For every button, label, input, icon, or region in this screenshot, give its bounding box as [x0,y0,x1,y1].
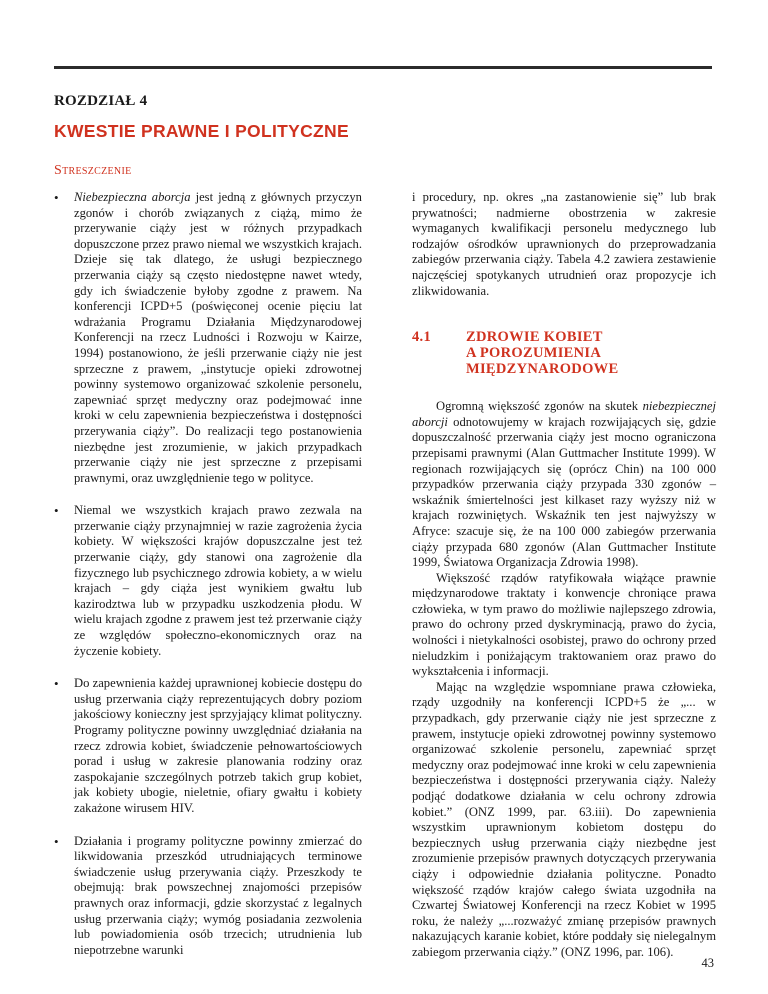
summary-heading: Streszczenie [54,163,132,178]
bullet-mark: • [54,503,59,519]
summary-bullet-2-text: Niemal we wszystkich krajach prawo zezwala na przerwanie ciąży przynajmniej w razie zagrożenia życia kobiety. W większości krajów dopuszczalne jest też przerwanie ciąży, gdy stanowi ona zagrożenie dla fizycznego lub psychicznego zdrowia kobiety, a w wielu krajach – gdy ciąża jest wynikiem gwałtu lub kazirodztwa lub w przypadku uszkodzenia płodu. W wielu krajach zgodne z prawem jest też przerwanie ciąży ze względów społeczno-ekonomicznych oraz na życzenie kobiety. [74,503,362,658]
summary-bullet-1-text [74,190,362,486]
section-paragraph-1 [412,399,716,571]
paragraph-1-start: Ogromną większość zgonów na skutek [436,399,643,414]
bullet-mark: • [54,833,59,849]
bullet-1-italic: Niebezpieczna aborcja [74,190,191,204]
section-paragraph-2: Większość rządów ratyfikowała wiążące prawnie międzynarodowe traktaty i konwencje chroniące prawa człowieka, w tym prawo do możliwie najlepszego zdrowia, prawo do ochrony przed dyskryminacją, prawo do życia, wolności i nietykalności osobistej, prawo do ochrony przed nieludzkim i poniżającym traktowaniem oraz prawo do wykształcenia i informacji. [412,570,716,679]
bullet-1-body: jest jedną z głównych przyczyn zgonów i chorób związanych z ciążą, mimo że przerywanie ciąży jest w różnych przypadkach dopuszczone przez prawo niemal we wszystkich krajach. Dzieje się tak dlatego, że usługi bezpiecznego przerwania ciąży są często niedostępne nawet wtedy, gdy ich świadczenie byłoby zgodne z prawem. Na konferencji ICPD+5 (poświęconej ocenie pięciu lat wdrażania Programu Działania Międzynarodowej Konferencji na rzecz Ludności i Rozwoju w Kairze, 1994) postanowiono, że jeśli przerwanie ciąży nie jest sprzeczne z prawem, „instytucje opieki zdrowotnej powinny systemowo organizować szkolenie personelu, zapewniać sprzęt medyczny oraz podejmować inne kroki w celu zapewnienia bezpieczeństwa i dostępności przerywania ciąży”. Do realizacji tego postanowienia niezbędne jest zrozumienie, w jakich przypadkach przerwanie ciąży nie jest sprzeczne z przepisami prawnymi, oraz uwzględnienie tego w polityce. [74,190,362,485]
bullet-mark: • [54,676,59,692]
chapter-label: ROZDZIAŁ 4 [54,93,148,109]
summary-bullet-3-text: Do zapewnienia każdej uprawnionej kobiecie dostępu do usług przerwania ciąży reprezentujących dobry poziom jakościowy konieczny jest sprzyjający klimat polityczny. Programy polityczne powinny uwzględniać działania na rzecz zdrowia kobiet, świadczenie pełnowartościowych porad i usług w zakresie planowania rodziny oraz zaspokajanie szczególnych potrzeb takich grup kobiet, jak kobiety ubogie, nieletnie, ofiary gwałtu i kobiety zakażone wirusem HIV. [74,676,362,815]
summary-bullet-4-continuation: i procedury, np. okres „na zastanowienie się” lub brak prywatności; nadmierne obostrzenia w zakresie wymaganych kwalifikacji personelu medycznego lub rodzajów ośrodków uprawnionych do przeprowadzania zabiegów przerwania ciąży. Tabela 4.2 zawiera zestawienie najczęściej spotykanych utrudnień oraz propozycje ich zlikwidowania. [412,190,716,298]
section-paragraph-3: Mając na względzie wspomniane prawa człowieka, rządy uzgodniły na konferencji ICPD+5 że „... w przypadkach, gdy przerwanie ciąży nie jest sprzeczne z prawem, instytucje opieki zdrowotnej powinny systemowo organizować szkolenie personelu, zapewniać sprzęt medyczny oraz podejmować inne kroki w celu zapewnienia bezpieczeństwa i dostępności przerywania ciąży. Należy podjąć dodatkowe działania w celu ochrony zdrowia kobiet.” (ONZ 1999, par. 63.iii). Do zapewnienia wszystkim uprawnionym kobietom dostępu do bezpiecznych usług przerwania ciąży niezbędne jest zrozumienie przepisów prawnych dotyczących przerywania ciąży i odpowiednie działania polityczne. Ponadto większość rządów krajów całego świata uzgodniła na Czwartej Światowej Konferencji na rzecz Kobiet w 1995 roku, że należy „...rozważyć zmianę przepisów prawnych nakazujących karanie kobiet, które poddały się nielegalnym zabiegom przerwania ciąży.” (ONZ 1996, par. 106). [412,679,716,959]
paragraph-1-italic: niebezpiecznej aborcji [412,399,716,429]
summary-bullet-4-text: Działania i programy polityczne powinny zmierzać do likwidowania przeszkód utrudniających terminowe świadczenie usług przerywania ciąży. Przeszkody te obejmują: brak powszechnej znajomości przepisów prawnych oraz informacji, gdzie skorzystać z legalnych usług przerwania ciąży; wymóg posiadania zezwolenia lub powiadomienia osób trzecich; utrudnienia lub niepotrzebne warunki [74,833,362,957]
bullet-mark: • [54,190,59,205]
section-title: ZDROWIE KOBIET A POROZUMIENIA MIĘDZYNARODOWE [466,329,619,378]
summary-bullet-2 [54,503,362,659]
section-heading [412,329,716,377]
summary-bullet-1 [54,190,362,486]
paragraph-1-rest: odnotowujemy w krajach rozwijających się, gdzie dopuszczalność przerwania ciąży jest mocno ograniczona przepisami prawnymi (Alan Guttmacher Institute 1999). W regionach rozwijających się (oprócz Chin) na 100 000 przypadków przerwania ciąży przypada 330 zgonów – wskaźnik śmiertelności jest kilkaset razy wyższy niż w krajach rozwiniętych. Wskaźnik ten jest najwyższy w Afryce: szacuje się, że na 100 000 zabiegów przerwania ciąży przypada 680 zgonów (Alan Guttmacher Institute 1999, Światowa Organizacja Zdrowia 1998). [412,414,716,570]
top-rule [54,66,712,69]
summary-bullet-3 [54,676,362,816]
left-column [54,190,362,975]
summary-bullet-4 [54,834,362,959]
page-number: 43 [701,956,714,970]
section-number: 4.1 [412,329,432,346]
chapter-title: KWESTIE PRAWNE I POLITYCZNE [54,121,349,141]
right-column [412,190,716,961]
